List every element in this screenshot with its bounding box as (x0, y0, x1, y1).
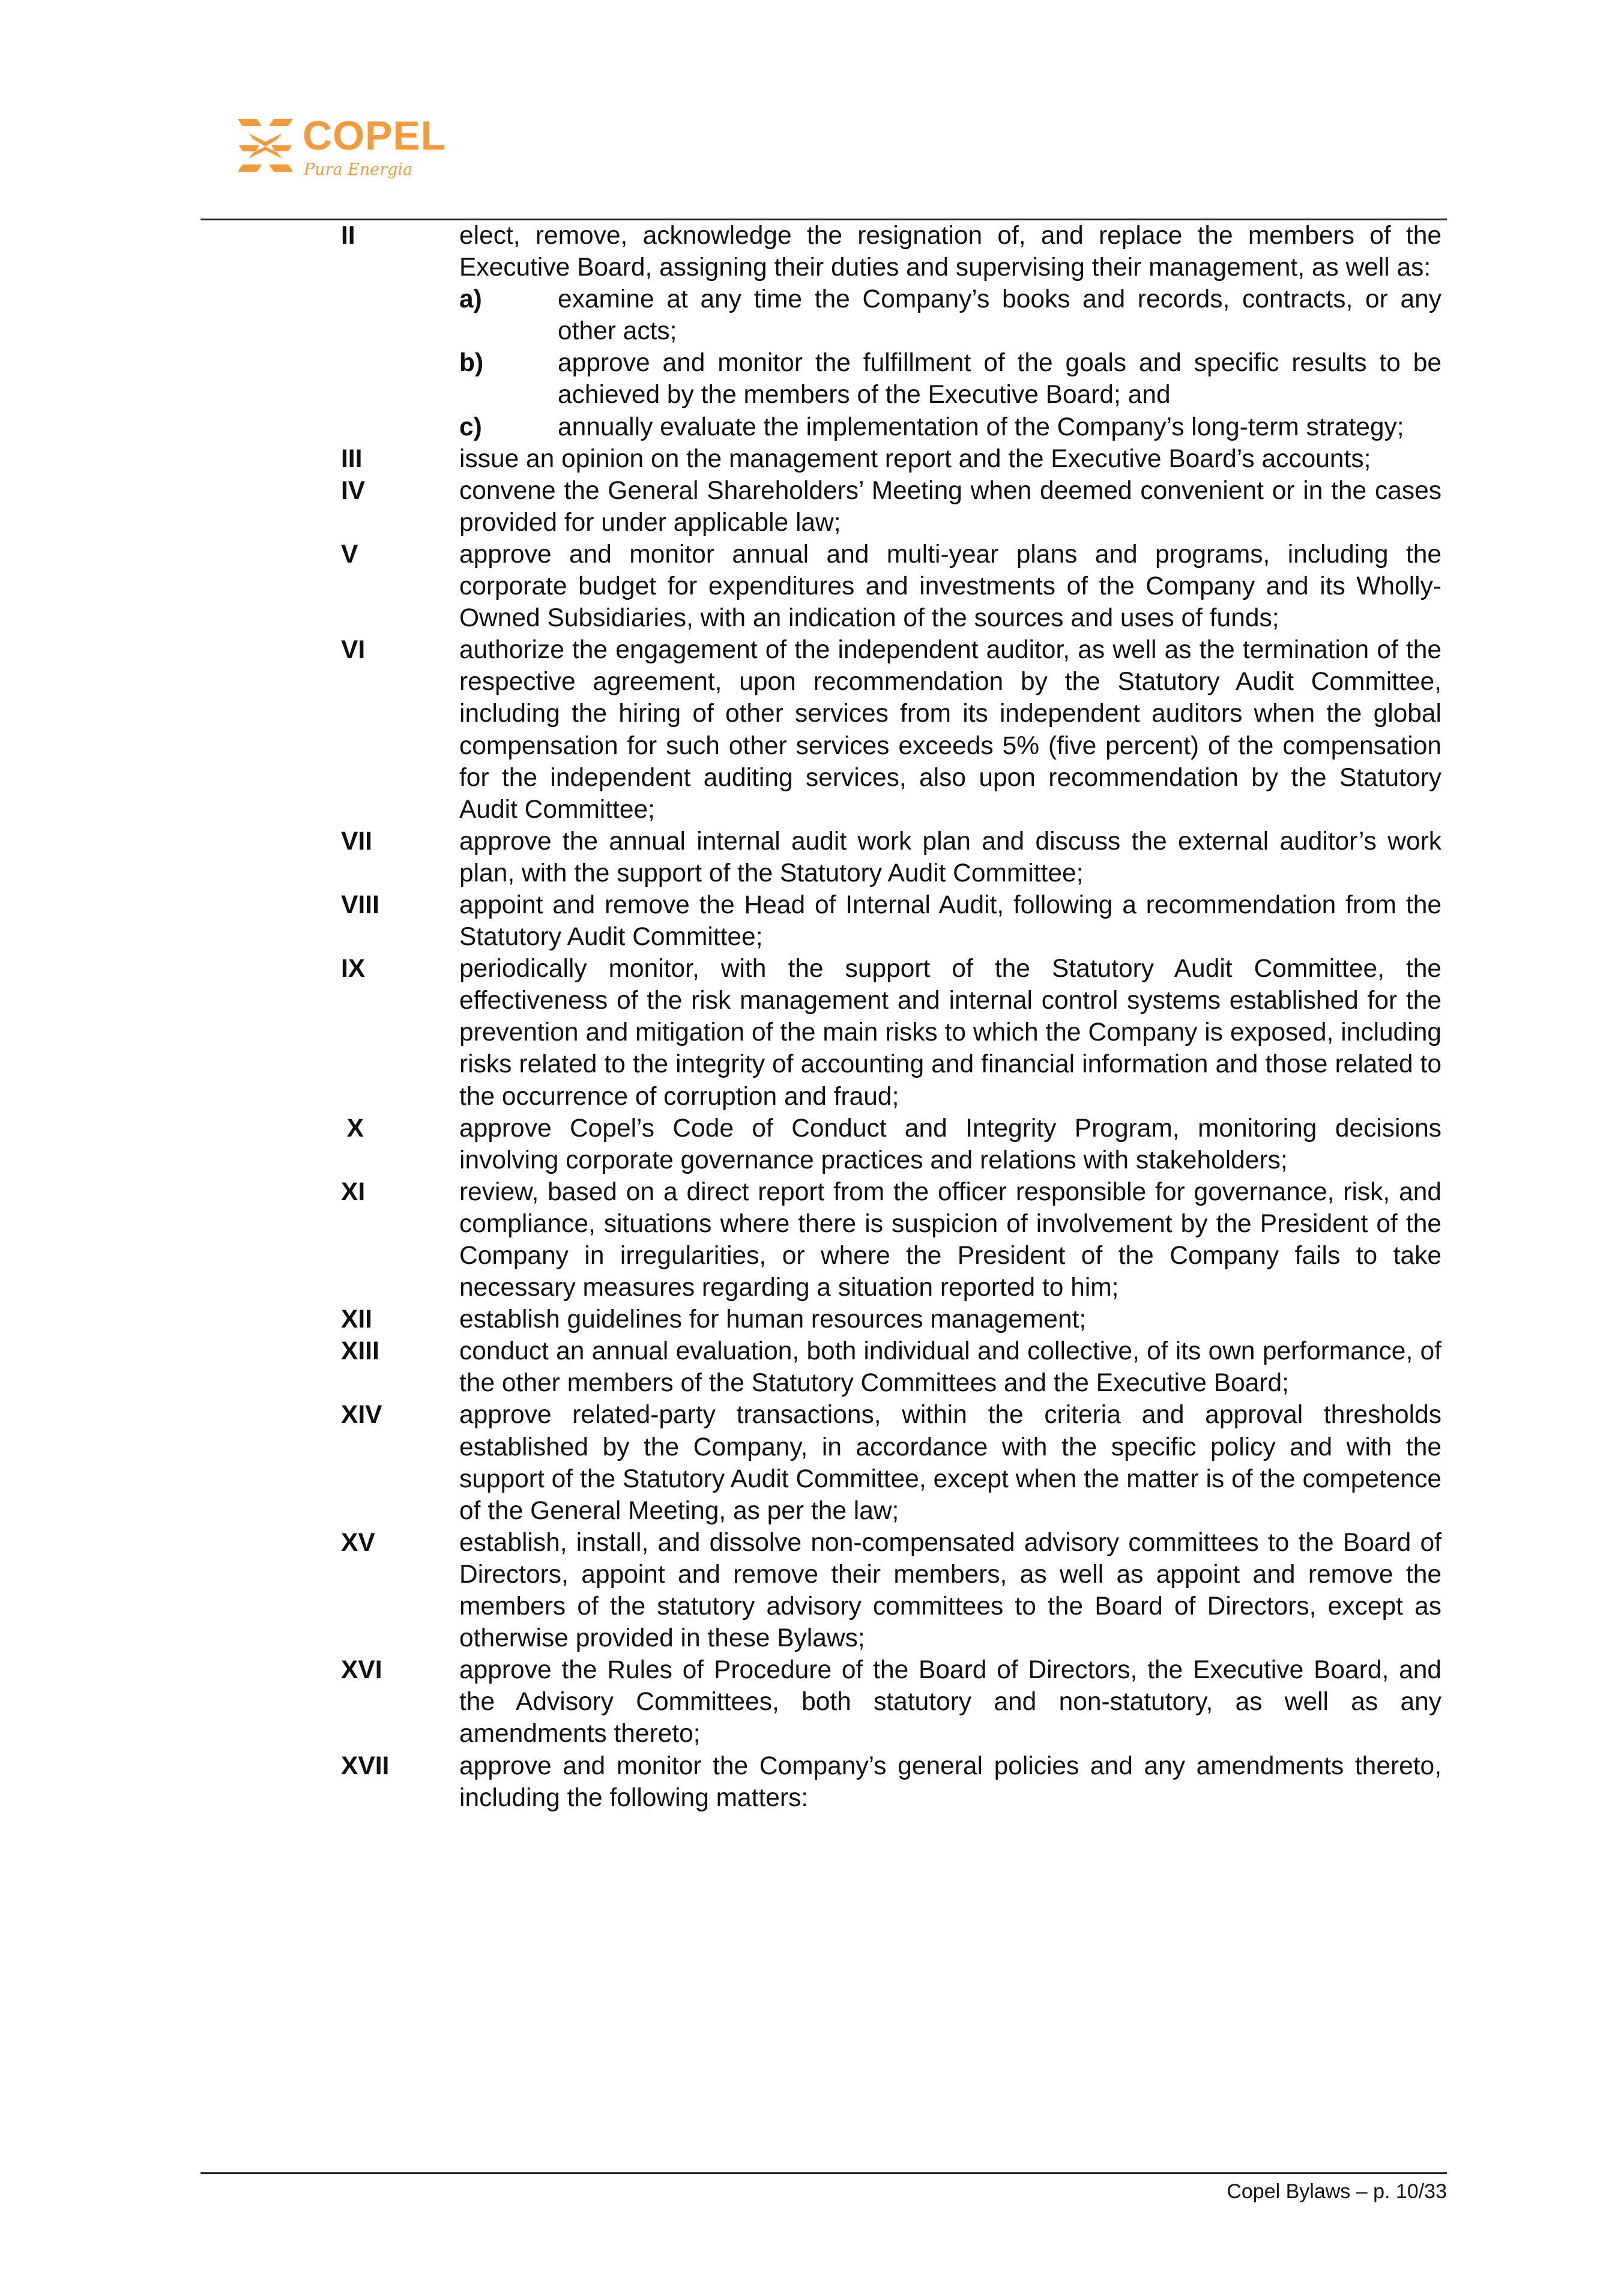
item-number: XI (341, 1177, 366, 1206)
page-footer: Copel Bylaws – p. 10/33 (1227, 2180, 1447, 2203)
item-number: XVI (341, 1656, 382, 1685)
sub-item-text: examine at any time the Company’s books and records, contracts, or any other acts; (558, 285, 1441, 346)
bylaws-article-list (201, 220, 1447, 1814)
item-text: periodically monitor, with the support of the Statutory Audit Committee, the effectiveness of the risk management and internal control systems established for the prevention and mitigation of the main risks to which the Company is exposed, including risks related to the integrity of accounting and financial information and those related to the occurrence of corruption and fraud; (459, 955, 1441, 1111)
item-text: establish, install, and dissolve non-compensated advisory committees to the Board of Directors, appoint and remove their members, as well as appoint and remove the members of the statutory advisory committees to the Board of Directors, except as otherwise provided in these Bylaws; (459, 1528, 1441, 1653)
item-number: X (346, 1114, 364, 1143)
item-number: V (341, 540, 358, 569)
item-number: XIII (341, 1337, 379, 1366)
item-text: conduct an annual evaluation, both individual and collective, of its own performance, of the other members of the Statutory Committees and the Executive Board; (459, 1337, 1441, 1398)
item-number: VI (341, 636, 366, 665)
copel-logo (235, 108, 447, 186)
item-text: approve related-party transactions, within the criteria and approval thresholds established by the Company, in accordance with the specific policy and with the support of the Statutory Audit Committee, except when the matter is of the competence of the General Meeting, as per the law; (459, 1401, 1441, 1525)
logo-wordmark: COPEL (303, 113, 447, 159)
list-item (201, 634, 1447, 826)
item-text: appoint and remove the Head of Internal Audit, following a recommendation from the Statutory Audit Committee; (459, 890, 1441, 952)
item-text: convene the General Shareholders’ Meeting when deemed convenient or in the cases provided for under applicable law; (459, 476, 1441, 537)
item-text: approve and monitor the Company’s general policies and any amendments thereto, including the following matters: (459, 1751, 1441, 1812)
list-item (201, 1654, 1447, 1750)
item-number: VII (341, 827, 372, 856)
list-item (201, 826, 1447, 889)
item-number: IV (341, 476, 366, 505)
item-text: approve the Rules of Procedure of the Board of Directors, the Executive Board, and the Advisory Committees, both statutory and non-statutory, as well as any amendments thereto; (459, 1656, 1441, 1748)
list-item (201, 1113, 1447, 1176)
list-item (201, 1304, 1447, 1335)
item-text: issue an opinion on the management report and the Executive Board’s accounts; (459, 444, 1371, 473)
item-text: approve and monitor annual and multi-year plans and programs, including the corporate budget for expenditures and investments of the Company and its Wholly-Owned Subsidiaries, with an indication of the sources and uses of funds; (459, 540, 1441, 633)
item-number: VIII (341, 890, 379, 919)
footer-rule (201, 2172, 1447, 2174)
sub-item (459, 411, 1441, 443)
item-text: establish guidelines for human resources management; (459, 1305, 1087, 1334)
list-item (201, 953, 1447, 1112)
item-number: III (341, 444, 363, 473)
list-item (201, 1527, 1447, 1654)
list-item (201, 1335, 1447, 1399)
item-number: XVII (341, 1751, 390, 1780)
sub-item (459, 347, 1441, 411)
item-number: XV (341, 1528, 375, 1557)
item-number: II (341, 222, 355, 250)
copel-logo-mark-icon (235, 115, 295, 175)
sub-item-letter: b) (459, 349, 484, 378)
item-number: XIV (341, 1401, 382, 1430)
list-item (201, 1750, 1447, 1814)
item-number: XII (341, 1305, 372, 1334)
sub-item-text: annually evaluate the implementation of the Company’s long-term strategy; (558, 412, 1404, 441)
item-text: authorize the engagement of the independent auditor, as well as the termination of the respective agreement, upon recommendation by the Statutory Audit Committee, including the hiring of other services from its independent auditors when the global compensation for such other services exceeds 5% (five percent) of the compensation for the independent auditing services, also upon recommendation by the Statutory Audit Committee; (459, 636, 1441, 824)
item-text: review, based on a direct report from the officer responsible for governance, risk, and compliance, situations where there is suspicion of involvement by the President of the Company in irregularities, or where the President of the Company fails to take necessary measures regarding a situation reported to him; (459, 1177, 1441, 1302)
item-text: elect, remove, acknowledge the resignation of, and replace the members of the Executive Board, assigning their duties and supervising their management, as well as: (459, 222, 1441, 282)
list-item (201, 1176, 1447, 1304)
list-item (201, 443, 1447, 475)
sub-item-letter: c) (459, 412, 482, 441)
list-item (201, 539, 1447, 634)
list-item (201, 475, 1447, 539)
item-number: IX (341, 955, 366, 983)
logo-tagline: Pura Energia (304, 160, 413, 179)
sub-item-text: approve and monitor the fulfillment of the goals and specific results to be achieved by the members of the Executive Board; and (558, 349, 1441, 409)
list-item (201, 1399, 1447, 1526)
list-item (201, 220, 1447, 443)
list-item (201, 889, 1447, 953)
item-text: approve Copel’s Code of Conduct and Integrity Program, monitoring decisions involving corporate governance practices and relations with stakeholders; (459, 1114, 1441, 1174)
item-text: approve the annual internal audit work plan and discuss the external auditor’s work plan, with the support of the Statutory Audit Committee; (459, 827, 1441, 887)
sub-item-letter: a) (459, 285, 482, 314)
sub-item (459, 283, 1441, 347)
